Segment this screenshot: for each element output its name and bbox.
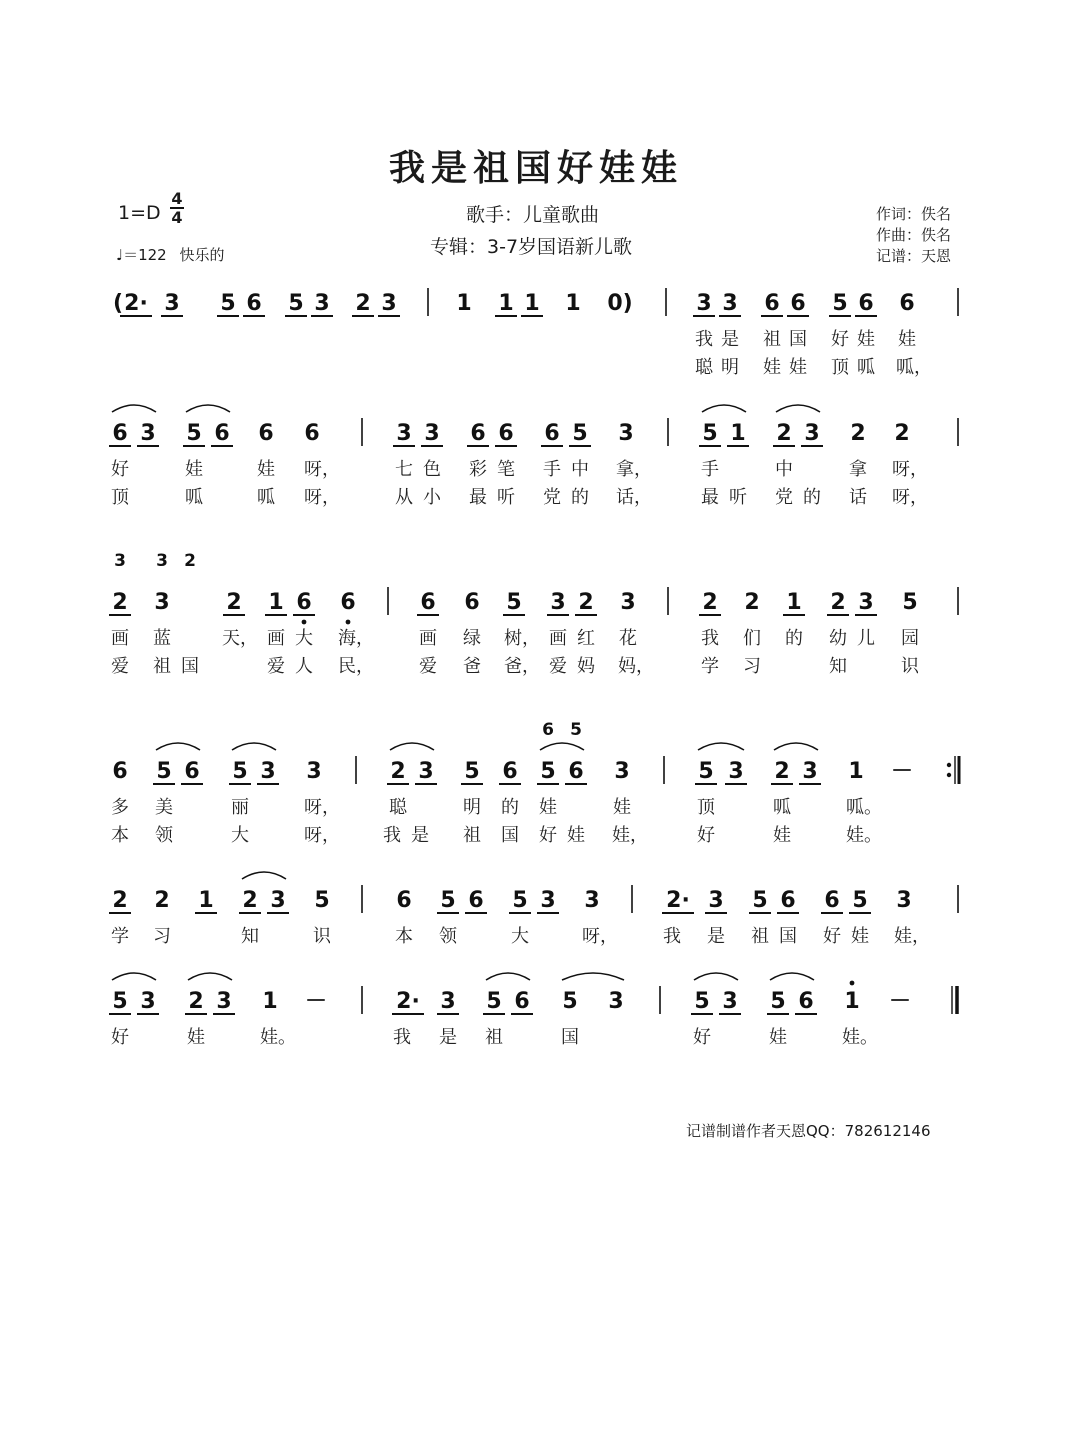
- lyric-verse-2: 娃: [567, 825, 585, 846]
- note: 6: [112, 759, 128, 784]
- note: 1: [848, 759, 864, 784]
- note: 3: [708, 888, 724, 913]
- lyric-verse-2: 娃。: [846, 825, 882, 846]
- lyric-verse-1: 顶: [697, 797, 715, 818]
- note: －: [890, 759, 914, 784]
- note: 5: [486, 989, 502, 1014]
- lyric-verse-2: 娃，: [612, 825, 648, 846]
- note: 6: [824, 888, 840, 913]
- lyric-verse-1: 我: [393, 1027, 411, 1048]
- note: 3: [804, 421, 820, 446]
- lyric-verse-2: 祖: [153, 656, 171, 677]
- lyric-verse-1: 呀，: [582, 926, 618, 947]
- lyric-verse-1: 好: [111, 1027, 129, 1048]
- note: 3: [216, 989, 232, 1014]
- lyric-verse-1: 娃。: [260, 1027, 296, 1048]
- lyric-verse-2: 妈: [577, 656, 595, 677]
- lyric-verse-1: 花: [619, 628, 637, 649]
- note: 3: [728, 759, 744, 784]
- low-octave-dot: [302, 620, 307, 625]
- tempo-value: ＝122: [123, 246, 167, 264]
- lyric-verse-2: 顶: [831, 357, 849, 378]
- note: 6: [502, 759, 518, 784]
- lyric-verse-2: 听: [729, 487, 747, 508]
- lyric-verse-1: 们: [743, 628, 761, 649]
- lyric-verse-2: 娃: [789, 357, 807, 378]
- lyric-verse-2: 爱: [111, 656, 129, 677]
- lyric-verse-2: 从: [395, 487, 413, 508]
- lyric-verse-1: 呀，: [304, 797, 340, 818]
- note: 6: [214, 421, 230, 446]
- slur: [702, 405, 746, 412]
- note: 2: [776, 421, 792, 446]
- lyric-verse-2: 呱，: [896, 357, 932, 378]
- note: 5: [464, 759, 480, 784]
- lyric-verse-2: 的: [571, 487, 589, 508]
- lyric-verse-1: 本: [395, 926, 413, 947]
- singer-info: 歌手：儿童歌曲: [466, 204, 600, 226]
- note: 1: [844, 989, 860, 1014]
- lyric-verse-1: 好: [693, 1027, 711, 1048]
- lyric-verse-1: 好: [111, 459, 129, 480]
- note: 2·: [124, 291, 148, 316]
- lyric-verse-2: 爱: [549, 656, 567, 677]
- note: 3: [696, 291, 712, 316]
- lyric-verse-2: 习: [743, 656, 761, 677]
- note: 6: [498, 421, 514, 446]
- lyric-verse-1: 海，: [338, 628, 374, 649]
- lyric-verse-2: 爱: [267, 656, 285, 677]
- lyric-verse-2: 知: [829, 656, 847, 677]
- lyric-verse-1: 手: [543, 459, 561, 480]
- note: 6: [764, 291, 780, 316]
- note: 6: [246, 291, 262, 316]
- note: 3: [260, 759, 276, 784]
- lyric-verse-1: 我: [695, 329, 713, 350]
- note: 3: [140, 989, 156, 1014]
- lyric-verse-1: 多: [111, 797, 129, 818]
- lyric-verse-1: 娃: [898, 329, 916, 350]
- lyric-verse-1: 红: [577, 628, 595, 649]
- lyric-verse-1: 国: [561, 1027, 579, 1048]
- lyric-verse-2: 领: [155, 825, 173, 846]
- note: 6: [464, 590, 480, 615]
- lyric-verse-1: 娃: [613, 797, 631, 818]
- ornament-note: 2: [184, 551, 196, 571]
- slur: [486, 973, 530, 980]
- lyric-verse-2: 呀，: [304, 825, 340, 846]
- ornament-note: 6: [542, 720, 554, 740]
- lyric-verse-1: 是: [439, 1027, 457, 1048]
- note: 2: [578, 590, 594, 615]
- slur: [242, 872, 286, 879]
- lyric-verse-1: 园: [901, 628, 919, 649]
- lyric-verse-1: 娃: [257, 459, 275, 480]
- slur: [770, 973, 814, 980]
- note: 6: [798, 989, 814, 1014]
- ornament-note: 5: [570, 720, 582, 740]
- lyric-verse-1: 国: [789, 329, 807, 350]
- note: 3: [722, 989, 738, 1014]
- lyric-verse-1: 是: [707, 926, 725, 947]
- lyric-verse-1: 我: [663, 926, 681, 947]
- transcriber-credit: 记谱：天恩: [876, 247, 952, 265]
- lyric-verse-1: 国: [779, 926, 797, 947]
- note: 0): [607, 291, 633, 316]
- lyric-verse-1: 祖: [485, 1027, 503, 1048]
- note: 5: [752, 888, 768, 913]
- note: 6: [899, 291, 915, 316]
- note: 6: [858, 291, 874, 316]
- lyric-verse-1: 娃: [185, 459, 203, 480]
- lyric-verse-2: 聪: [695, 357, 713, 378]
- note: 3: [540, 888, 556, 913]
- lyric-verse-1: 画: [549, 628, 567, 649]
- note: 5: [572, 421, 588, 446]
- lyric-verse-2: 好: [697, 825, 715, 846]
- note: 3: [550, 590, 566, 615]
- lyric-verse-1: 知: [241, 926, 259, 947]
- note: 3: [418, 759, 434, 784]
- slur: [774, 743, 818, 750]
- lyric-verse-2: 呀，: [304, 487, 340, 508]
- note: 3: [140, 421, 156, 446]
- note: 5: [220, 291, 236, 316]
- tempo-expression: 快乐的: [179, 246, 225, 264]
- note: 3: [620, 590, 636, 615]
- lyric-verse-1: 识: [313, 926, 331, 947]
- lyric-verse-1: 明: [463, 797, 481, 818]
- note: 6: [304, 421, 320, 446]
- note: 3: [608, 989, 624, 1014]
- note: 2: [774, 759, 790, 784]
- note: 5: [698, 759, 714, 784]
- note: 6: [544, 421, 560, 446]
- lyric-verse-1: 拿: [849, 459, 867, 480]
- lyric-verse-1: 呀，: [304, 459, 340, 480]
- note: 6: [396, 888, 412, 913]
- note: 3: [424, 421, 440, 446]
- slur: [232, 743, 276, 750]
- lyric-verse-1: 画: [419, 628, 437, 649]
- note: 1: [268, 590, 284, 615]
- note: 6: [468, 888, 484, 913]
- ornament-note: 3: [114, 551, 126, 571]
- lyric-verse-2: 话，: [616, 487, 652, 508]
- note: 6: [470, 421, 486, 446]
- note: 1: [456, 291, 472, 316]
- lyric-verse-1: 娃: [769, 1027, 787, 1048]
- lyric-verse-1: 呀，: [892, 459, 928, 480]
- note: 5: [112, 989, 128, 1014]
- note: 3: [164, 291, 180, 316]
- lyric-verse-1: 手: [701, 459, 719, 480]
- note: 5: [506, 590, 522, 615]
- note: 3: [154, 590, 170, 615]
- lyric-verse-2: 祖: [463, 825, 481, 846]
- lyric-verse-2: 大: [231, 825, 249, 846]
- composer-credit: 作曲：佚名: [876, 226, 952, 244]
- note: 5: [288, 291, 304, 316]
- note: 6: [780, 888, 796, 913]
- note: 1: [565, 291, 581, 316]
- note: 5: [694, 989, 710, 1014]
- lyric-verse-2: 人: [295, 656, 313, 677]
- lyric-verse-2: 呱: [257, 487, 275, 508]
- note: 3: [802, 759, 818, 784]
- key-label: 1=D: [118, 202, 161, 224]
- lyric-verse-1: 大: [511, 926, 529, 947]
- lyric-verse-1: 领: [439, 926, 457, 947]
- lyric-verse-2: 民，: [338, 656, 374, 677]
- lyric-verse-1: 学: [111, 926, 129, 947]
- note: 3: [440, 989, 456, 1014]
- time-signature-top: 4: [171, 189, 183, 208]
- note: －: [304, 989, 328, 1014]
- lyric-verse-2: 党: [775, 487, 793, 508]
- lyric-verse-1: 画: [267, 628, 285, 649]
- lyric-verse-2: 娃: [763, 357, 781, 378]
- slur: [390, 743, 434, 750]
- lyric-verse-2: 话: [849, 487, 867, 508]
- note: 6: [420, 590, 436, 615]
- lyric-verse-2: 我: [383, 825, 401, 846]
- note: 2: [744, 590, 760, 615]
- lyric-verse-2: 国: [181, 656, 199, 677]
- lyric-verse-2: 爸，: [504, 656, 540, 677]
- lyric-verse-2: 明: [721, 357, 739, 378]
- note: 5: [512, 888, 528, 913]
- low-octave-dot: [346, 620, 351, 625]
- note: 3: [858, 590, 874, 615]
- repeat-dot: [947, 773, 951, 777]
- lyric-verse-1: 中: [775, 459, 793, 480]
- note: 1: [198, 888, 214, 913]
- lyric-verse-1: 祖: [763, 329, 781, 350]
- note: 3: [381, 291, 397, 316]
- lyric-verse-1: 色: [423, 459, 441, 480]
- note: 2: [702, 590, 718, 615]
- lyric-verse-1: 树，: [504, 628, 540, 649]
- lyric-verse-2: 呱: [857, 357, 875, 378]
- quarter-note-icon: ♩: [116, 246, 124, 264]
- lyric-verse-2: 听: [497, 487, 515, 508]
- note: 2: [830, 590, 846, 615]
- note: 5: [852, 888, 868, 913]
- note: 5: [186, 421, 202, 446]
- note: 3: [896, 888, 912, 913]
- lyric-verse-1: 的: [785, 628, 803, 649]
- lyric-verse-2: 最: [469, 487, 487, 508]
- note: 5: [156, 759, 172, 784]
- lyric-verse-1: 幼: [829, 628, 847, 649]
- slur: [112, 973, 156, 980]
- note: 6: [296, 590, 312, 615]
- note: 6: [340, 590, 356, 615]
- lyric-verse-1: 儿: [857, 628, 875, 649]
- lyric-verse-1: 好: [823, 926, 841, 947]
- lyric-verse-2: 娃: [773, 825, 791, 846]
- lyric-verse-1: 娃，: [894, 926, 930, 947]
- note: 2: [355, 291, 371, 316]
- footer-credit: 记谱制谱作者天恩QQ：782612146: [686, 1122, 931, 1140]
- lyric-verse-2: 的: [803, 487, 821, 508]
- note: 5: [440, 888, 456, 913]
- note: 3: [584, 888, 600, 913]
- note: 2: [188, 989, 204, 1014]
- note: 2: [154, 888, 170, 913]
- lyric-verse-1: 中: [571, 459, 589, 480]
- lyric-verse-2: 识: [901, 656, 919, 677]
- note: 2: [242, 888, 258, 913]
- lyric-verse-1: 是: [721, 329, 739, 350]
- note: 6: [184, 759, 200, 784]
- note: 3: [722, 291, 738, 316]
- lyric-verse-2: 呱: [185, 487, 203, 508]
- slur: [188, 973, 232, 980]
- note: 1: [730, 421, 746, 446]
- lyric-verse-1: 绿: [463, 628, 481, 649]
- lyric-verse-1: 好: [831, 329, 849, 350]
- note: －: [888, 989, 912, 1014]
- note: 6: [568, 759, 584, 784]
- note: 2: [850, 421, 866, 446]
- slur: [156, 743, 200, 750]
- slur: [694, 973, 738, 980]
- slur: [540, 743, 584, 750]
- lyric-verse-1: 呱。: [846, 797, 882, 818]
- note: 3: [306, 759, 322, 784]
- note: 5: [314, 888, 330, 913]
- note: 3: [396, 421, 412, 446]
- lyric-verse-2: 呀，: [892, 487, 928, 508]
- lyric-verse-1: 我: [701, 628, 719, 649]
- repeat-dot: [947, 763, 951, 767]
- lyric-verse-1: 笔: [497, 459, 515, 480]
- lyric-verse-2: 最: [701, 487, 719, 508]
- note: 5: [562, 989, 578, 1014]
- time-signature-bottom: 4: [171, 208, 183, 227]
- slur: [776, 405, 820, 412]
- lyric-verse-1: 娃。: [842, 1027, 878, 1048]
- slur: [112, 405, 156, 412]
- note: 2: [390, 759, 406, 784]
- lyric-verse-2: 学: [701, 656, 719, 677]
- slur: [186, 405, 230, 412]
- note: 2·: [666, 888, 690, 913]
- note: 1: [524, 291, 540, 316]
- note: 2: [894, 421, 910, 446]
- note: 5: [770, 989, 786, 1014]
- note: 5: [902, 590, 918, 615]
- note: 3: [614, 759, 630, 784]
- lyric-verse-1: 娃: [857, 329, 875, 350]
- lyric-verse-2: 本: [111, 825, 129, 846]
- lyric-verse-1: 祖: [751, 926, 769, 947]
- lyric-verse-1: 呱: [773, 797, 791, 818]
- song-title: 我是祖国好娃娃: [388, 148, 683, 189]
- album-info: 专辑：3-7岁国语新儿歌: [430, 236, 633, 258]
- note: 2: [112, 590, 128, 615]
- lyric-verse-1: 拿，: [616, 459, 652, 480]
- lyric-verse-2: 党: [543, 487, 561, 508]
- note: 6: [112, 421, 128, 446]
- lyric-verse-1: 蓝: [153, 628, 171, 649]
- note: 1: [786, 590, 802, 615]
- lyric-verse-2: 爸: [463, 656, 481, 677]
- lyric-verse-1: 的: [501, 797, 519, 818]
- lyric-verse-1: 画: [111, 628, 129, 649]
- note: 1: [498, 291, 514, 316]
- lyric-verse-1: 彩: [469, 459, 487, 480]
- note: 6: [514, 989, 530, 1014]
- lyricist-credit: 作词：佚名: [876, 205, 952, 223]
- lyric-verse-1: 美: [155, 797, 173, 818]
- lyric-verse-1: 娃: [187, 1027, 205, 1048]
- high-octave-dot: [850, 981, 855, 986]
- note: 3: [618, 421, 634, 446]
- lyric-verse-1: 七: [395, 459, 413, 480]
- lyric-verse-1: 聪: [389, 797, 407, 818]
- note: 2·: [396, 989, 420, 1014]
- lyric-verse-1: 丽: [231, 797, 249, 818]
- lyric-verse-1: 习: [153, 926, 171, 947]
- note: 5: [540, 759, 556, 784]
- note: 6: [258, 421, 274, 446]
- lyric-verse-2: 是: [411, 825, 429, 846]
- lyric-verse-2: 妈，: [618, 656, 654, 677]
- lyric-verse-2: 顶: [111, 487, 129, 508]
- note: (: [112, 291, 124, 316]
- note: 5: [232, 759, 248, 784]
- note: 1: [262, 989, 278, 1014]
- note: 3: [314, 291, 330, 316]
- slur: [562, 973, 624, 980]
- lyric-verse-1: 天，: [222, 628, 258, 649]
- note: 2: [226, 590, 242, 615]
- ornament-note: 3: [156, 551, 168, 571]
- lyric-verse-1: 大: [295, 628, 313, 649]
- lyric-verse-2: 小: [423, 487, 441, 508]
- lyric-verse-2: 爱: [419, 656, 437, 677]
- slur: [698, 743, 744, 750]
- lyric-verse-2: 国: [501, 825, 519, 846]
- note: 5: [832, 291, 848, 316]
- lyric-verse-2: 好: [539, 825, 557, 846]
- note: 3: [270, 888, 286, 913]
- lyric-verse-1: 娃: [851, 926, 869, 947]
- note: 2: [112, 888, 128, 913]
- note: 6: [790, 291, 806, 316]
- lyric-verse-1: 娃: [539, 797, 557, 818]
- note: 5: [702, 421, 718, 446]
